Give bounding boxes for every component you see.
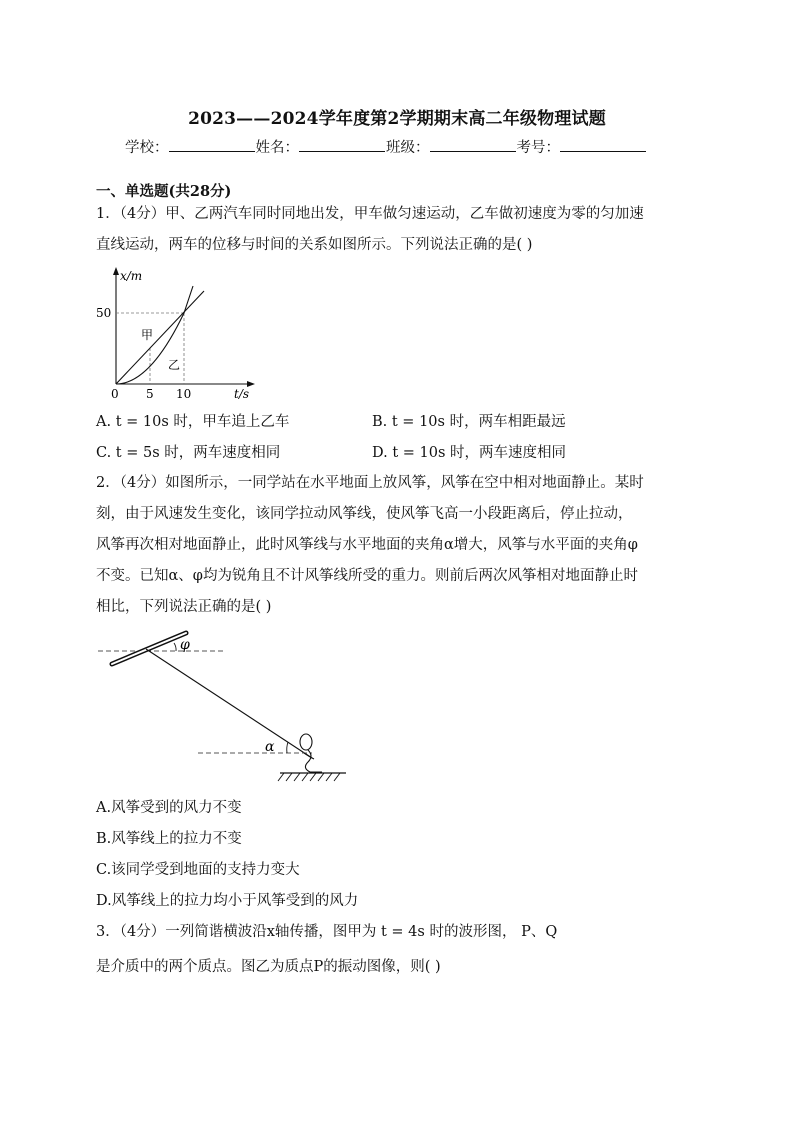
number-blank (560, 137, 646, 152)
q2-kite-figure (94, 625, 364, 785)
q2-person-head (300, 734, 312, 750)
q2-person-arm (304, 753, 314, 759)
school-label: 学校： (125, 140, 169, 156)
q2-option-c: C.该同学受到地面的支持力变大 (96, 862, 300, 878)
q1-option-c: C. t = 5s 时，两车速度相同 (96, 445, 281, 461)
name-blank (299, 137, 385, 152)
q2-kite-string (146, 649, 312, 758)
q1-y-tick-50: 50 (96, 306, 112, 320)
q1-curve-yi (116, 286, 193, 384)
q1-x-tick-0: 0 (111, 387, 119, 401)
q1-x-label: t/s (234, 387, 250, 401)
q1-option-d: D. t = 10s 时，两车速度相同 (372, 445, 567, 461)
q1-option-a: A. t = 10s 时，甲车追上乙车 (96, 414, 290, 430)
q2-line-5: 相比，下列说法正确的是( ) (96, 599, 272, 615)
school-field (125, 136, 256, 157)
number-field (517, 136, 648, 157)
q2-phi-label: φ (180, 637, 190, 653)
q1-label-yi: 乙 (168, 358, 181, 372)
q1-stem (96, 199, 696, 261)
q1-label-jia: 甲 (141, 328, 154, 342)
q2-ground-hatch (278, 773, 340, 781)
q1-y-arrow (113, 267, 119, 275)
q1-x-tick-10: 10 (176, 387, 192, 401)
class-field (386, 136, 517, 157)
q2-stem (96, 468, 696, 623)
q2-line-1: 2．（4分）如图所示，一同学站在水平地面上放风筝，风筝在空中相对地面静止。某时 (96, 475, 644, 491)
class-blank (430, 137, 516, 152)
q1-line-2: 直线运动，两车的位移与时间的关系如图所示。下列说法正确的是( ) (96, 237, 533, 253)
q2-alpha-arc (287, 742, 288, 753)
school-blank (169, 137, 255, 152)
student-info-row (125, 136, 647, 157)
q2-option-b: B.风筝线上的拉力不变 (96, 831, 242, 847)
q2-kite-bar-inner (112, 633, 186, 664)
exam-title: 2023——2024学年度第2学期期末高二年级物理试题 (188, 109, 606, 129)
section-heading: 一、单选题(共28分) (96, 183, 232, 200)
q2-option-d: D.风筝线上的拉力均小于风筝受到的风力 (96, 893, 359, 909)
q2-phi-arc (174, 643, 176, 651)
number-label: 考号： (516, 140, 560, 156)
q1-figure (92, 264, 262, 404)
q3-line-1: 3．（4分）一列简谐横波沿x轴传播，图甲为 t = 4s 时的波形图， P、Q (96, 924, 558, 940)
q3-line-2: 是介质中的两个质点。图乙为质点P的振动图像，则( ) (96, 959, 441, 975)
q2-line-4: 不变。已知α、φ均为锐角且不计风筝线所受的重力。则前后两次风筝相对地面静止时 (96, 568, 638, 584)
q2-line-2: 刻，由于风速发生变化，该同学拉动风筝线，使风筝飞高一小段距离后，停止拉动， (96, 506, 633, 522)
q2-alpha-label: α (265, 739, 275, 755)
class-label: 班级： (386, 140, 430, 156)
q2-line-3: 风筝再次相对地面静止，此时风筝线与水平地面的夹角α增大，风筝与水平面的夹角φ (96, 537, 638, 553)
q1-y-label: x/m (120, 269, 143, 283)
q1-line-1: 1．（4分）甲、乙两汽车同时同地出发，甲车做匀速运动，乙车做初速度为零的匀加速 (96, 206, 644, 222)
q1-x-tick-5: 5 (146, 387, 154, 401)
q2-option-a: A.风筝受到的风力不变 (96, 800, 242, 816)
q2-person-body (305, 750, 322, 772)
name-field (256, 136, 387, 157)
name-label: 姓名： (255, 140, 299, 156)
q1-line-jia (116, 291, 204, 384)
q1-option-b: B. t = 10s 时，两车相距最远 (372, 414, 566, 430)
